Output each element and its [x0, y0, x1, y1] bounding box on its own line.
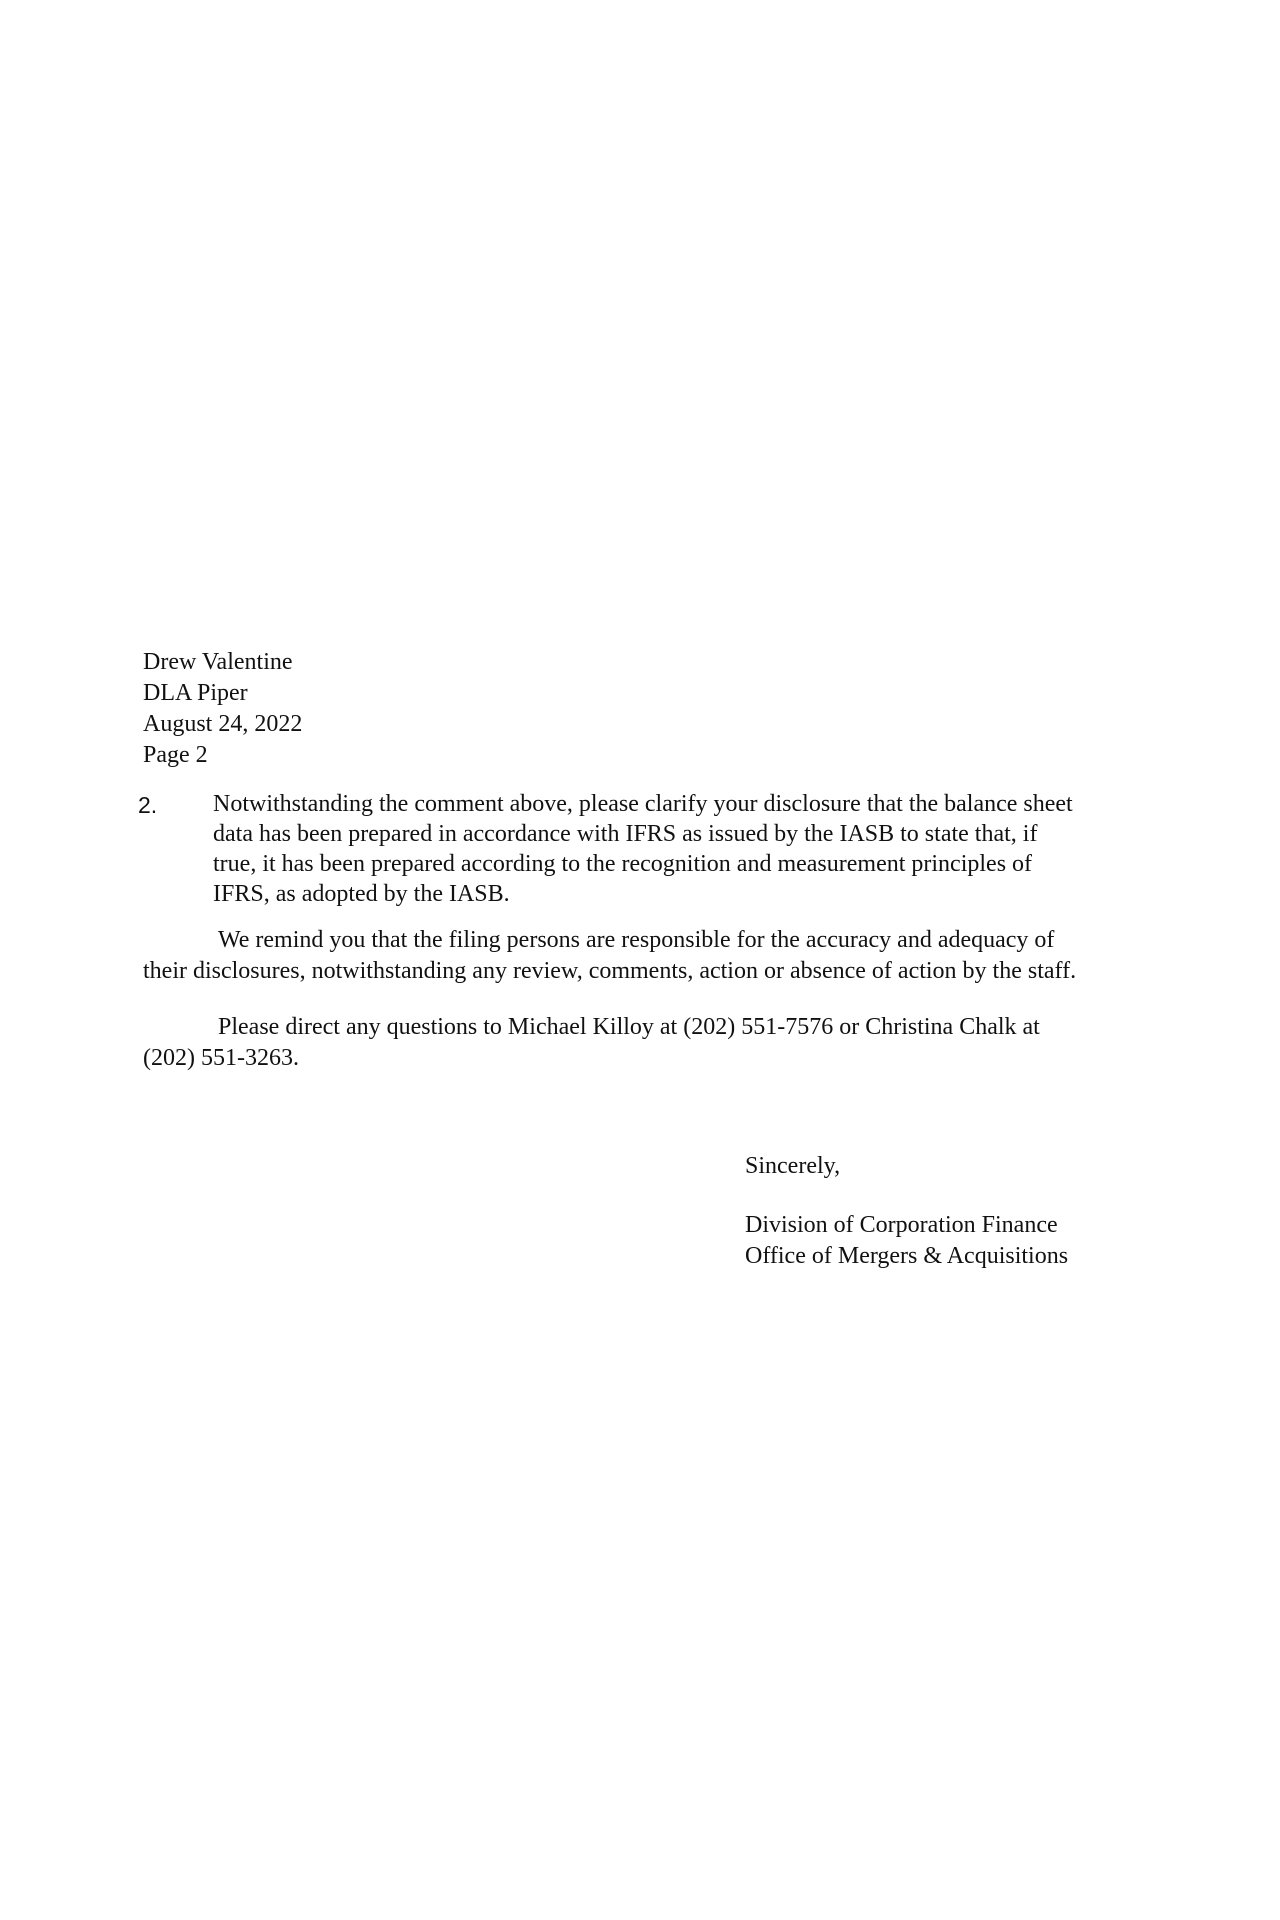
- contact-paragraph: [143, 1012, 1040, 1074]
- comment-text: [213, 789, 1153, 909]
- comment-item: [138, 789, 1118, 909]
- comment-line: data has been prepared in accordance with IFRS as issued by the IASB to state that, if: [213, 821, 1038, 847]
- paragraph-line: We remind you that the filing persons are responsible for the accuracy and adequacy of: [218, 927, 1055, 953]
- signature-division: Division of Corporation Finance: [745, 1212, 1058, 1238]
- recipient-name: Drew Valentine: [143, 649, 293, 675]
- signature-office: Office of Mergers & Acquisitions: [745, 1243, 1069, 1269]
- comment-number: 2.: [138, 792, 158, 818]
- letter-date: August 24, 2022: [143, 711, 303, 737]
- sign-off: Sincerely,: [745, 1153, 841, 1179]
- comment-line: Notwithstanding the comment above, please clarify your disclosure that the balance sheet: [213, 791, 1073, 817]
- paragraph-line: (202) 551-3263.: [143, 1045, 299, 1071]
- reminder-paragraph: [143, 925, 1076, 987]
- paragraph-line: Please direct any questions to Michael Killoy at (202) 551-7576 or Christina Chalk at: [218, 1014, 1040, 1040]
- letter-header: [143, 647, 302, 771]
- paragraph-line: their disclosures, notwithstanding any review, comments, action or absence of action by the staff.: [143, 958, 1077, 984]
- comment-line: IFRS, as adopted by the IASB.: [213, 881, 510, 907]
- comment-line: true, it has been prepared according to the recognition and measurement principles of: [213, 851, 1033, 877]
- recipient-firm: DLA Piper: [143, 680, 248, 706]
- page-number: Page 2: [143, 742, 208, 768]
- letter-closing: [745, 1151, 1068, 1272]
